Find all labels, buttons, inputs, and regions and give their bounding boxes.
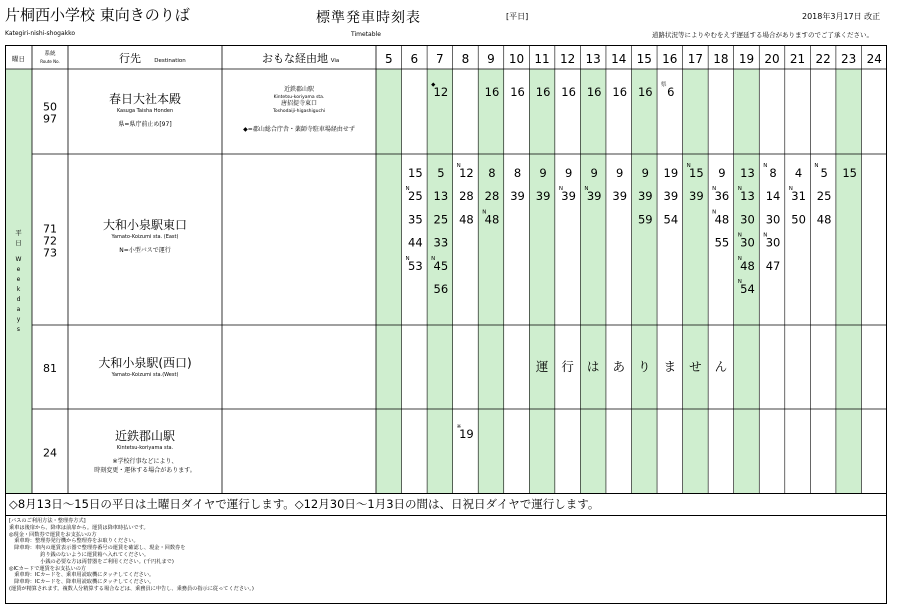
destination-name-en: Kasuga Taisha Honden <box>116 108 174 114</box>
hour-header: 14 <box>611 52 627 66</box>
via-note: ◆=郡山総合庁舎・薬師寺駐車場経由せず <box>243 126 355 133</box>
departure-minute: 36 <box>714 189 730 204</box>
day-label-char: s <box>16 326 21 333</box>
destination-name: 春日大社本殿 <box>108 92 182 106</box>
route-number: 97 <box>43 112 57 126</box>
departure-minute: 39 <box>689 189 704 204</box>
hour-header: 7 <box>436 52 444 66</box>
departure-minute: 39 <box>586 189 602 204</box>
departure-mark: ※ <box>456 424 462 430</box>
departure-minute: 25 <box>816 189 832 204</box>
departure-mark: N <box>712 186 717 193</box>
via-stop: Toshodaiji-higashiguchi <box>272 109 326 114</box>
header-destination-en: Destination <box>154 58 186 64</box>
departure-minute: 4 <box>794 166 803 180</box>
departure-minute: 39 <box>637 189 653 204</box>
departure-minute: 48 <box>484 212 500 227</box>
departure-mark: ◆ <box>431 82 436 88</box>
departure-mark: N <box>737 232 742 239</box>
departure-minute: 33 <box>433 235 449 250</box>
header-via-en: Via <box>330 58 340 64</box>
stop-title: 片桐西小学校 東向きのりば <box>5 6 190 24</box>
via-stop: Kintetsu-koriyama sta. <box>273 95 325 100</box>
hour-column-fill <box>529 69 555 494</box>
route-number: 72 <box>43 234 57 248</box>
hour-header: 13 <box>585 52 601 66</box>
day-label-char: e <box>16 276 21 283</box>
departure-minute: 6 <box>667 85 675 99</box>
header-day: 曜日 <box>12 55 25 63</box>
day-label-char: a <box>16 306 21 313</box>
destination-note: ※学校行事などにより、 <box>112 458 178 465</box>
departure-minute: 16 <box>535 85 551 99</box>
hour-header: 11 <box>534 52 550 66</box>
departure-minute: 9 <box>616 166 624 180</box>
hour-column-fill <box>683 69 709 494</box>
departure-mark: N <box>686 163 691 169</box>
destination-note: 県=県庁前止め[97] <box>118 121 172 128</box>
hour-header: 23 <box>841 52 857 66</box>
departure-minute: 12 <box>459 166 474 180</box>
departure-minute: 9 <box>539 166 547 180</box>
destination-name: 大和小泉駅東口 <box>102 218 188 232</box>
departure-minute: 16 <box>637 85 653 99</box>
hour-header: 16 <box>662 52 678 66</box>
departure-minute: 35 <box>408 212 423 227</box>
departure-minute: 15 <box>689 166 704 180</box>
departure-minute: 5 <box>437 166 445 180</box>
departure-minute: 39 <box>510 189 525 204</box>
no-service-char: 運 <box>535 359 549 374</box>
departure-minute: 48 <box>740 258 755 273</box>
departure-minute: 45 <box>433 258 449 273</box>
info-line: ◎現金・回数券で運賃をお支払いの方 <box>9 531 97 538</box>
departure-minute: 13 <box>433 189 449 204</box>
hour-column-fill <box>580 69 606 494</box>
departure-minute: 16 <box>561 85 576 99</box>
departure-minute: 28 <box>484 189 500 204</box>
departure-minute: 9 <box>590 166 598 180</box>
departure-minute: 59 <box>637 212 653 227</box>
departure-minute: 9 <box>641 166 649 180</box>
departure-minute: 48 <box>459 212 474 227</box>
info-line: 乗車時：整理券発行機から整理券をお取りください。 <box>9 538 139 545</box>
departure-minute: 8 <box>769 166 777 180</box>
departure-mark: 県 <box>661 82 667 88</box>
route-number: 24 <box>43 446 57 460</box>
info-line: ◎ICカードで運賃をお支払いの方 <box>9 565 87 572</box>
no-service-char: ま <box>663 359 677 374</box>
holiday-schedule-notice: ◇8月13日～15日の平日は土曜日ダイヤで運行します。◇12月30日～1月3日の間は、日祝日ダイヤで運行します。 <box>5 494 887 516</box>
departure-minute: 39 <box>535 189 551 204</box>
timetable-title: 標準発車時刻表 <box>316 10 421 26</box>
hour-header: 24 <box>866 52 882 66</box>
day-label-char: d <box>16 296 21 303</box>
departure-minute: 16 <box>484 85 500 99</box>
departure-minute: 5 <box>820 166 828 180</box>
destination-name-en: Yamato-Koizumi sta.(West) <box>111 372 179 378</box>
departure-mark: N <box>456 163 461 169</box>
day-label-char: 平 <box>15 229 22 237</box>
departure-minute: 28 <box>459 189 474 204</box>
header-destination: 行先 <box>119 52 141 65</box>
departure-mark: N <box>763 163 768 169</box>
route-number: 73 <box>43 246 57 260</box>
departure-minute: 30 <box>765 212 781 227</box>
hour-header: 12 <box>559 52 576 66</box>
departure-minute: 16 <box>586 85 602 99</box>
departure-minute: 44 <box>408 235 423 250</box>
departure-minute: 54 <box>663 212 679 227</box>
no-service-char: せ <box>689 359 702 374</box>
departure-minute: 9 <box>564 166 573 180</box>
hour-column-fill <box>836 69 862 494</box>
departure-minute: 50 <box>791 212 806 227</box>
boarding-info <box>5 516 887 604</box>
departure-mark: N <box>405 255 410 262</box>
info-line: 小銭の必要な方は両替器をご利用ください。(千円札まで) <box>9 558 174 565</box>
info-line: (運賃が精算されます。複数人分精算する場合などは、乗務員に申告し、乗務員の指示に従ってください。) <box>9 585 254 592</box>
departure-minute: 19 <box>459 427 474 441</box>
hour-header: 17 <box>687 52 704 66</box>
departure-mark: N <box>737 279 742 285</box>
departure-mark: N <box>405 186 410 193</box>
departure-mark: N <box>788 186 793 193</box>
departure-mark: N <box>584 186 589 193</box>
departure-minute: 54 <box>740 282 755 296</box>
departure-minute: 30 <box>765 235 781 250</box>
departure-minute: 13 <box>740 166 755 180</box>
departure-mark: N <box>737 186 742 193</box>
hour-header: 21 <box>789 52 806 66</box>
departure-minute: 47 <box>765 258 781 273</box>
destination-name-en: Kintetsu-koriyama sta. <box>116 445 174 451</box>
departure-minute: 25 <box>408 189 423 204</box>
departure-minute: 16 <box>510 85 525 99</box>
hour-header: 18 <box>713 52 729 66</box>
hour-header: 20 <box>764 52 780 66</box>
departure-mark: N <box>712 209 717 216</box>
departure-minute: 13 <box>740 189 755 204</box>
info-line: 降車時：車内の運賃表示器で整理券番号の運賃を確認し、現金・回数券を <box>9 545 186 552</box>
departure-minute: 48 <box>714 212 730 227</box>
header-via: おもな経由地 <box>262 52 328 65</box>
hour-header: 22 <box>815 52 831 66</box>
departure-minute: 39 <box>663 189 679 204</box>
info-line: 乗車時：ICカードを、乗車用読取機にタッチしてください。 <box>9 572 155 579</box>
header-route: 系統 <box>44 51 56 57</box>
no-service-char: 行 <box>561 359 574 374</box>
timetable-subtitle: Timetable <box>351 31 381 38</box>
departure-minute: 56 <box>433 282 449 296</box>
route-number: 50 <box>43 100 57 114</box>
departure-minute: 14 <box>765 189 781 204</box>
route-number: 71 <box>43 222 57 236</box>
hour-header: 15 <box>636 52 652 66</box>
day-label-char: W <box>15 256 22 263</box>
destination-note: N=小型バスで運行 <box>119 247 171 254</box>
departure-minute: 30 <box>740 212 755 227</box>
departure-minute: 8 <box>513 166 522 180</box>
info-line: 降車時：ICカードを、降車用読取機にタッチしてください。 <box>9 579 155 586</box>
hour-header: 8 <box>461 52 470 66</box>
via-stop: 近鉄郡山駅 <box>283 86 315 93</box>
delay-notice: 道路状況等によりやむをえず遅延する場合がありますのでご了承ください。 <box>652 31 873 39</box>
departure-minute: 8 <box>488 166 496 180</box>
departure-minute: 53 <box>408 258 423 273</box>
departure-mark: N <box>763 232 768 239</box>
destination-note: 時刻変更・運休する場合があります。 <box>94 467 196 474</box>
stop-romaji: Kategiri-nishi-shogakko <box>5 30 76 37</box>
no-service-char: あ <box>612 359 625 374</box>
route-number: 81 <box>43 362 57 375</box>
hour-column-fill <box>632 69 658 494</box>
departure-minute: 15 <box>408 166 423 180</box>
info-line: 乗車は後扉から、降車は前扉から。運賃は降車時払いです。 <box>9 524 149 531</box>
destination-name-en: Yamato-Koizumi sta. (East) <box>111 234 179 240</box>
hour-header: 10 <box>508 52 525 66</box>
departure-minute: 15 <box>842 166 857 180</box>
hour-header: 5 <box>384 52 393 66</box>
destination-name: 大和小泉駅(西口) <box>98 356 192 370</box>
day-label-char: e <box>16 266 21 273</box>
no-service-char: り <box>638 359 651 374</box>
hour-column-fill <box>478 69 504 494</box>
day-label-char: 日 <box>15 239 22 247</box>
revision-date: 2018年3月17日 改正 <box>802 12 881 21</box>
day-label-char: y <box>16 316 21 323</box>
info-line: 釣り銭のないように運賃箱へ入れてください。 <box>9 551 150 558</box>
departure-minute: 31 <box>791 189 806 204</box>
timetable-grid <box>5 45 887 494</box>
departure-minute: 48 <box>816 212 832 227</box>
departure-mark: N <box>814 163 819 169</box>
via-stop: 唐招提寺東口 <box>280 100 318 107</box>
departure-minute: 19 <box>663 166 679 180</box>
hour-header: 19 <box>738 52 755 66</box>
day-type-label: [平日] <box>506 12 529 21</box>
departure-mark: N <box>482 209 487 216</box>
hour-column-fill <box>376 69 402 494</box>
header-route-en: Route No. <box>40 59 60 64</box>
departure-minute: 55 <box>714 235 730 250</box>
hour-header: 9 <box>487 52 495 66</box>
departure-minute: 30 <box>740 235 755 250</box>
departure-minute: 25 <box>433 212 449 227</box>
destination-name: 近鉄郡山駅 <box>114 429 176 443</box>
day-label-char: k <box>16 286 21 293</box>
departure-minute: 16 <box>612 85 628 99</box>
info-line: [バスのご利用方法・整理券方式] <box>9 518 86 524</box>
hour-header: 6 <box>410 52 419 66</box>
no-service-char: ん <box>714 359 728 374</box>
departure-mark: N <box>737 255 742 262</box>
departure-mark: N <box>558 186 563 193</box>
no-service-char: は <box>586 359 600 374</box>
departure-minute: 12 <box>433 85 449 99</box>
departure-minute: 39 <box>612 189 628 204</box>
departure-minute: 9 <box>718 166 726 180</box>
departure-minute: 39 <box>561 189 576 204</box>
departure-mark: N <box>431 255 436 262</box>
